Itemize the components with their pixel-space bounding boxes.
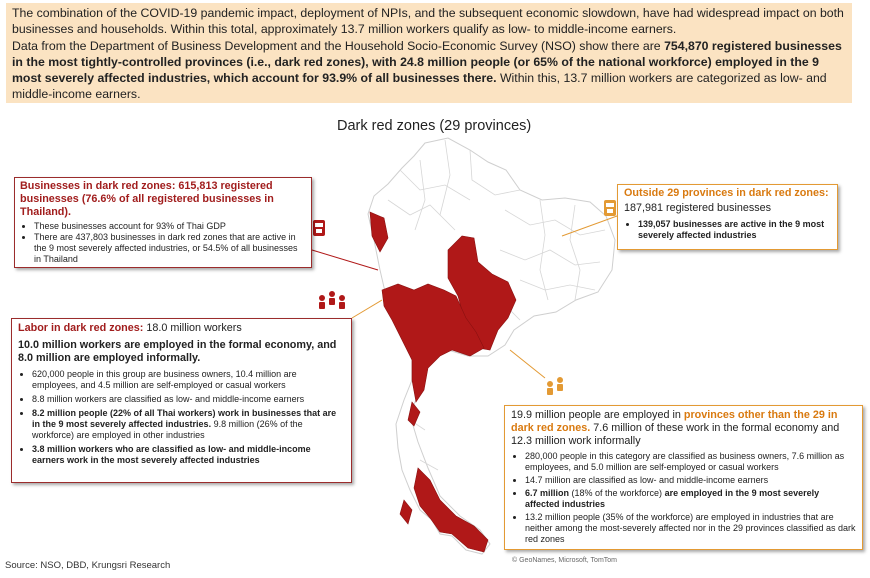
- list-item: • 3.8 million workers who are classified as low- and middle-income earners work in the most severely affected industries: [32, 444, 345, 466]
- other-line-a: 19.9 million people are employed in: [511, 409, 684, 421]
- outside-title: Outside 29 provinces in dark red zones:: [624, 187, 829, 199]
- list-item: • 620,000 people in this group are business owners, 10.4 million are employees, and 4.5 million are self-employed or casual workers: [32, 369, 345, 391]
- workers-icon-red: [319, 291, 345, 309]
- businesses-dark-title-label: Businesses in dark red zones:: [20, 180, 179, 192]
- intro-p2-lead: Data from the Department of Business Development and the Household Socio-Economic Survey (NSO) show there are: [12, 38, 665, 53]
- labor-b3-rest: 9.8 million (26% of the workforce) are employed in other industries: [32, 419, 303, 440]
- other-line-c: 7.6 million of these work in the formal economy and 12.3 million work informally: [511, 422, 840, 447]
- building-icon-red: [313, 220, 325, 236]
- building-icon-orange: [604, 200, 616, 216]
- labor-title: [18, 322, 345, 335]
- list-item: [525, 488, 856, 510]
- outside-subtitle: 187,981 registered businesses: [624, 202, 772, 214]
- map-credit: © GeoNames, Microsoft, TomTom: [512, 557, 617, 564]
- businesses-dark-title-value: 615,813 registered businesses (76.6% of all registered businesses in Thailand).: [20, 180, 274, 218]
- list-item: • 280,000 people in this category are classified as business owners, 7.6 million as employees, and 5.0 million are self-employed or casual workers: [525, 451, 856, 473]
- outside-provinces-box: [617, 184, 838, 250]
- labor-dark-red-box: [11, 318, 352, 483]
- list-item: • 8.8 million workers are classified as low- and middle-income earners: [32, 394, 345, 405]
- list-item: • 14.7 million are classified as low- and middle-income earners: [525, 475, 856, 486]
- intro-p2-tail: Within this, 13.7 million workers are categorized as low- and middle-income earners.: [12, 71, 827, 102]
- intro-paragraph-1: The combination of the COVID-19 pandemic impact, deployment of NPIs, and the subsequent economic slowdown, have had widespread impact on both businesses and households. Within this total, approximately 13.7 million workers qualify as low- to middle-income earners.: [12, 6, 844, 37]
- other-provinces-box: [504, 405, 863, 550]
- other-provinces-bullets: [511, 451, 856, 545]
- list-item: • 139,057 businesses are active in the 9 most severely affected industries: [638, 219, 831, 241]
- list-item: • These businesses account for 93% of Thai GDP: [34, 221, 306, 232]
- labor-summary: 10.0 million workers are employed in the formal economy, and 8.0 million are employed informally.: [18, 339, 337, 364]
- businesses-dark-bullets: [20, 221, 306, 265]
- labor-title-label: Labor in dark red zones:: [18, 322, 147, 334]
- outside-bullets: [624, 219, 831, 241]
- map-title: Dark red zones (29 provinces): [337, 118, 532, 134]
- other-line-b: provinces other than the 29 in dark red zones.: [511, 409, 838, 434]
- labor-bullets: [18, 369, 345, 466]
- other-provinces-summary: [511, 409, 856, 448]
- list-item: [32, 408, 345, 441]
- other-b3-mid: (18% of the workforce): [569, 488, 665, 498]
- businesses-dark-red-box: [14, 177, 312, 268]
- list-item: • There are 437,803 businesses in dark red zones that are active in the 9 most severely affected industries, or 54.5% of all businesses in Thailand: [34, 232, 306, 265]
- intro-p2-bold: 754,870 registered businesses in the most tightly-controlled provinces (i.e., dark red zones), with 24.8 million people (or 65% of the national workforce) employed in the 9 most severely affected industries, which account for 93.9% of all businesses there.: [12, 38, 842, 86]
- workers-icon-orange: [547, 377, 563, 395]
- list-item: • 13.2 million people (35% of the workforce) are employed in industries that are neither among the most-severely affected nor in the 29 provinces classified as dark red zones: [525, 512, 856, 545]
- other-b3-bold-b: are employed in the 9 most severely affected industries: [525, 488, 820, 509]
- businesses-dark-red-title: [20, 180, 306, 219]
- dark-red-zone-south-west: [400, 500, 412, 524]
- labor-b3-bold: 8.2 million people (22% of all Thai workers) work in businesses that are in the 9 most severely affected industries.: [32, 408, 337, 429]
- other-b3-bold-a: 6.7 million: [525, 488, 570, 498]
- source-note: Source: NSO, DBD, Krungsri Research: [5, 560, 171, 571]
- labor-title-value: 18.0 million workers: [146, 322, 242, 334]
